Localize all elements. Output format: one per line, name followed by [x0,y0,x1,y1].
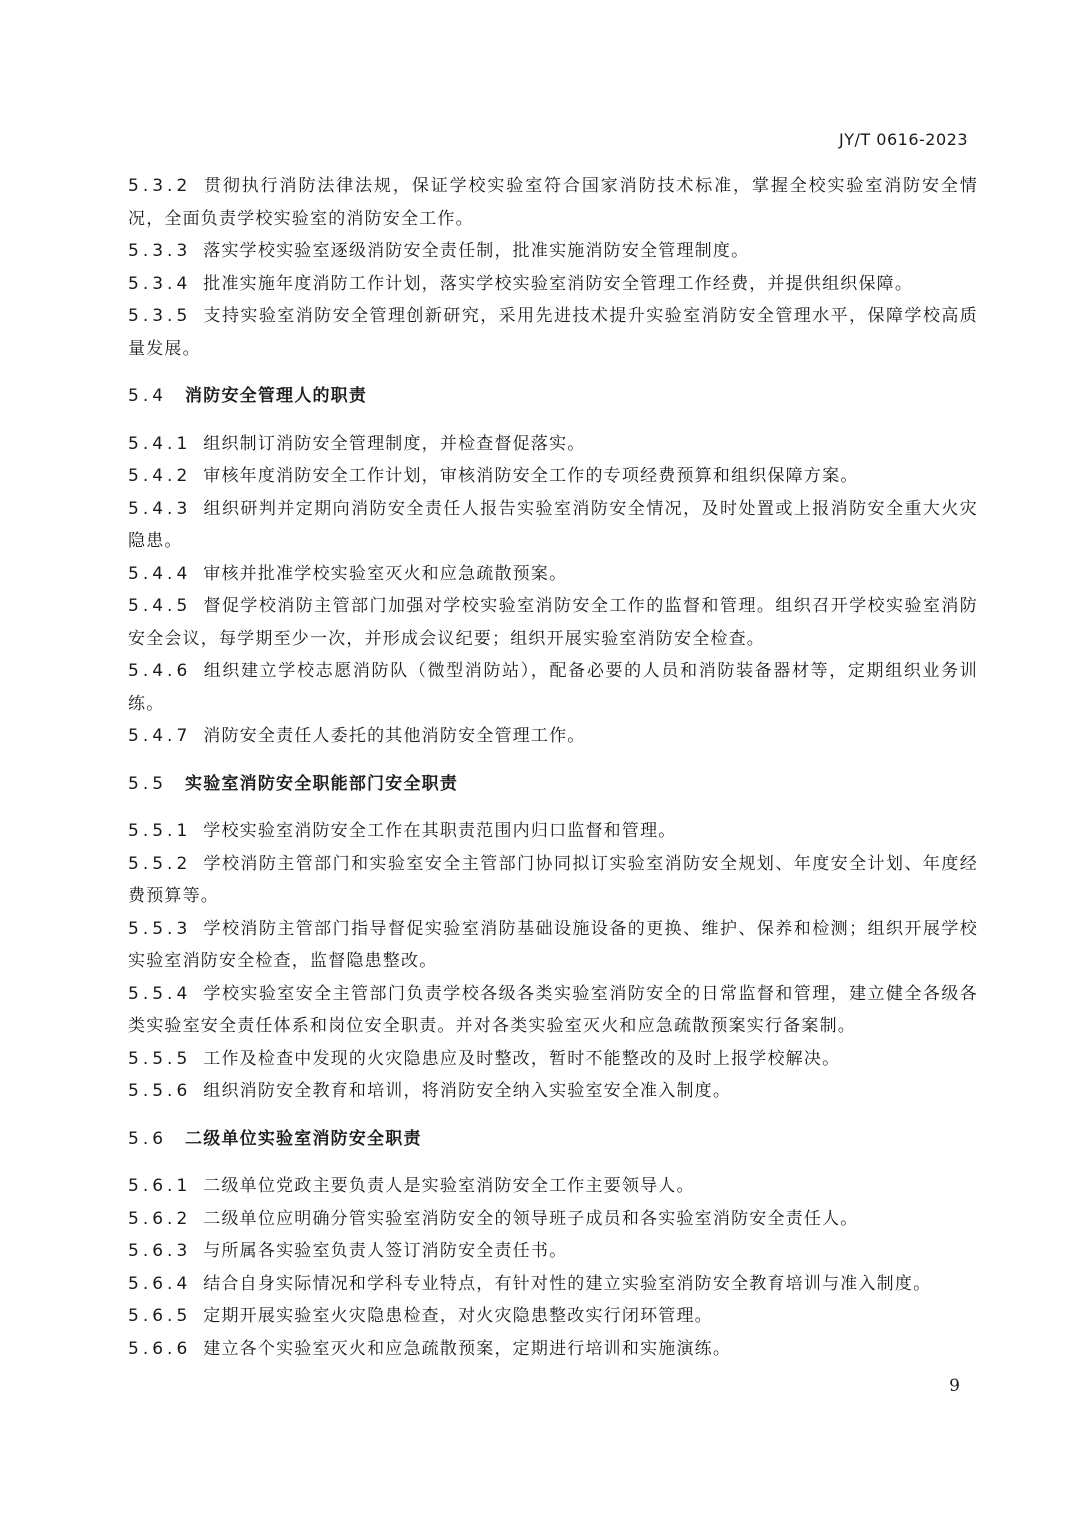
clause-number: 5.4.6 [128,661,192,681]
clause-text: 建立各个实验室灭火和应急疏散预案，定期进行培训和实施演练。 [203,1338,732,1359]
clause [128,558,978,591]
clause-text: 二级单位应明确分管实验室消防安全的领导班子成员和各实验室消防安全责任人。 [203,1208,859,1229]
clause [128,1203,978,1236]
clause-number: 5.6.4 [128,1273,192,1294]
clause [128,720,978,753]
clause [128,655,978,720]
clause-text: 支持实验室消防安全管理创新研究，采用先进技术提升实验室消防安全管理水平，保障学校高质量发展。 [128,306,978,359]
clause [128,913,978,978]
clause [128,493,978,558]
clause [128,590,978,655]
clause-number: 5.5.6 [128,1081,192,1101]
section-heading [128,380,978,413]
clause-number: 5.6.2 [128,1208,192,1229]
clause-text: 落实学校实验室逐级消防安全责任制，批准实施消防安全管理制度。 [203,241,750,261]
clause-text: 学校实验室消防安全工作在其职责范围内归口监督和管理。 [203,821,677,841]
clause [128,1268,978,1301]
clause-text: 定期开展实验室火灾隐患检查，对火灾隐患整改实行闭环管理。 [203,1306,713,1326]
clause-number: 5.4.5 [128,596,192,616]
clause-text: 学校消防主管部门指导督促实验室消防基础设施设备的更换、维护、保养和检测；组织开展学校实验室消防安全检查，监督隐患整改。 [128,918,978,971]
clause-text: 组织研判并定期向消防安全责任人报告实验室消防安全情况，及时处置或上报消防安全重大火灾隐患。 [128,498,978,551]
section-title: 实验室消防安全职能部门安全职责 [185,773,459,794]
clause [128,1333,978,1366]
clause-text: 学校消防主管部门和实验室安全主管部门协同拟订实验室消防安全规划、年度安全计划、年度经费预算等。 [128,853,978,906]
clause-text: 审核并批准学校实验室灭火和应急疏散预案。 [203,563,568,584]
clause [128,848,978,913]
clause-number: 5.5.3 [128,918,192,939]
section-heading [128,1123,978,1156]
clause-text: 组织建立学校志愿消防队（微型消防站），配备必要的人员和消防装备器材等，定期组织业务训练。 [128,661,978,714]
section-number: 5.4 [128,386,168,406]
clause [128,170,978,235]
clause [128,428,978,461]
clause [128,460,978,493]
clause-number: 5.3.5 [128,306,192,326]
clause [128,268,978,301]
clause [128,300,978,365]
clause-number: 5.4.1 [128,433,192,454]
clause [128,1235,978,1268]
clause-number: 5.5.2 [128,853,192,874]
clause-number: 5.6.1 [128,1176,192,1196]
clause-number: 5.4.4 [128,563,192,584]
clause [128,978,978,1043]
clause [128,235,978,268]
document-body [128,170,978,1365]
clause-number: 5.3.3 [128,241,192,261]
clause-number: 5.4.7 [128,726,192,746]
clause-text: 学校实验室安全主管部门负责学校各级各类实验室消防安全的日常监督和管理，建立健全各级各类实验室安全责任体系和岗位安全职责。并对各类实验室灭火和应急疏散预案实行备案制。 [128,983,978,1036]
clause-text: 消防安全责任人委托的其他消防安全管理工作。 [203,726,586,746]
document-code: JY/T 0616-2023 [839,130,968,149]
clause [128,815,978,848]
clause-text: 与所属各实验室负责人签订消防安全责任书。 [203,1241,568,1261]
clause-text: 批准实施年度消防工作计划，落实学校实验室消防安全管理工作经费，并提供组织保障。 [203,273,914,294]
clause [128,1043,978,1076]
clause-number: 5.5.1 [128,821,192,841]
clause-number: 5.4.2 [128,466,192,486]
clause-number: 5.4.3 [128,498,192,519]
clause-text: 组织制订消防安全管理制度，并检查督促落实。 [203,433,586,454]
clause-text: 结合自身实际情况和学科专业特点，有针对性的建立实验室消防安全教育培训与准入制度。 [203,1273,932,1294]
clause-number: 5.3.2 [128,176,192,196]
clause-text: 工作及检查中发现的火灾隐患应及时整改，暂时不能整改的及时上报学校解决。 [203,1048,841,1069]
clause-number: 5.6.6 [128,1338,192,1359]
section-title: 二级单位实验室消防安全职责 [185,1128,422,1149]
clause-number: 5.3.4 [128,273,192,294]
clause-text: 贯彻执行消防法律法规，保证学校实验室符合国家消防技术标准，掌握全校实验室消防安全情况，全面负责学校实验室的消防安全工作。 [128,176,978,229]
clause-number: 5.6.5 [128,1306,192,1326]
section-number: 5.6 [128,1128,168,1149]
clause-text: 督促学校消防主管部门加强对学校实验室消防安全工作的监督和管理。组织召开学校实验室消防安全会议，每学期至少一次，并形成会议纪要；组织开展实验室消防安全检查。 [128,596,978,649]
clause [128,1075,978,1108]
clause-text: 二级单位党政主要负责人是实验室消防安全工作主要领导人。 [203,1176,695,1196]
clause-text: 组织消防安全教育和培训，将消防安全纳入实验室安全准入制度。 [203,1081,732,1101]
clause [128,1300,978,1333]
section-title: 消防安全管理人的职责 [185,386,368,406]
clause-number: 5.6.3 [128,1241,192,1261]
section-number: 5.5 [128,773,168,794]
clause [128,1170,978,1203]
clause-text: 审核年度消防安全工作计划，审核消防安全工作的专项经费预算和组织保障方案。 [203,466,859,486]
section-heading [128,768,978,801]
clause-number: 5.5.4 [128,983,192,1004]
page-number: 9 [949,1376,960,1396]
clause-number: 5.5.5 [128,1048,192,1069]
